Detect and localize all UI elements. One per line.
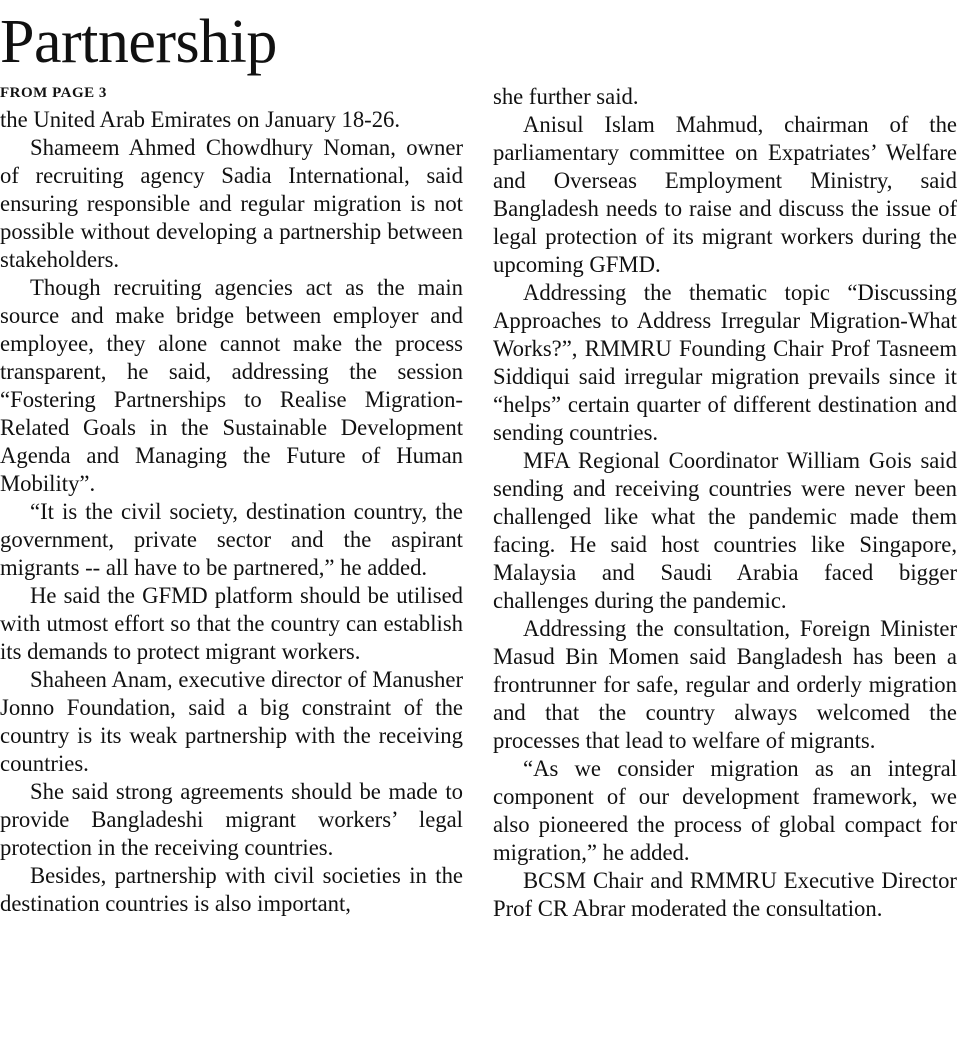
paragraph: Though recruiting agencies act as the main source and make bridge between employer and employee, they alone cannot make the process transparent, he said, addressing the session “Fostering Partnerships to Realise Migration-Related Goals in the Sustainable Development Agenda and Managing the Future of Human Mobility”.	[0, 275, 463, 496]
paragraph: Shaheen Anam, executive director of Manusher Jonno Foundation, said a big constraint of the country is its weak partnership with the receiving countries.	[0, 667, 463, 776]
paragraph: BCSM Chair and RMMRU Executive Director Prof CR Abrar moderated the consultation.	[493, 868, 957, 921]
article-column-1	[0, 106, 463, 918]
paragraph: “As we consider migration as an integral component of our development framework, we also pioneered the process of global compact for migration,” he added.	[493, 756, 957, 865]
paragraph: she further said.	[493, 84, 639, 109]
paragraph: Addressing the thematic topic “Discussing Approaches to Address Irregular Migration-What Works?”, RMMRU Founding Chair Prof Tasneem Siddiqui said irregular migration prevails since it “helps” certain quarter of different destination and sending countries.	[493, 280, 957, 445]
paragraph: the United Arab Emirates on January 18-26.	[0, 107, 401, 132]
headline: Partnership	[0, 8, 277, 76]
paragraph: He said the GFMD platform should be utilised with utmost effort so that the country can establish its demands to protect migrant workers.	[0, 583, 463, 664]
paragraph: She said strong agreements should be made to provide Bangladeshi migrant workers’ legal protection in the receiving countries.	[0, 779, 463, 860]
paragraph: Addressing the consultation, Foreign Minister Masud Bin Momen said Bangladesh has been a frontrunner for safe, regular and orderly migration and that the country always welcomed the processes that lead to welfare of migrants.	[493, 616, 957, 753]
article-column-2	[493, 83, 957, 923]
paragraph: MFA Regional Coordinator William Gois said sending and receiving countries were never been challenged like what the pandemic made them facing. He said host countries like Singapore, Malaysia and Saudi Arabia faced bigger challenges during the pandemic.	[493, 448, 957, 613]
paragraph: Shameem Ahmed Chowdhury Noman, owner of recruiting agency Sadia International, said ensuring responsible and regular migration is not possible without developing a partnership between stakeholders.	[0, 135, 463, 272]
continued-from-label: FROM PAGE 3	[0, 85, 107, 101]
paragraph: Besides, partnership with civil societies in the destination countries is also important,	[0, 863, 463, 916]
paragraph: Anisul Islam Mahmud, chairman of the parliamentary committee on Expatriates’ Welfare and Overseas Employment Ministry, said Bangladesh needs to raise and discuss the issue of legal protection of its migrant workers during the upcoming GFMD.	[493, 112, 957, 277]
paragraph: “It is the civil society, destination country, the government, private sector and the aspirant migrants -- all have to be partnered,” he added.	[0, 499, 463, 580]
